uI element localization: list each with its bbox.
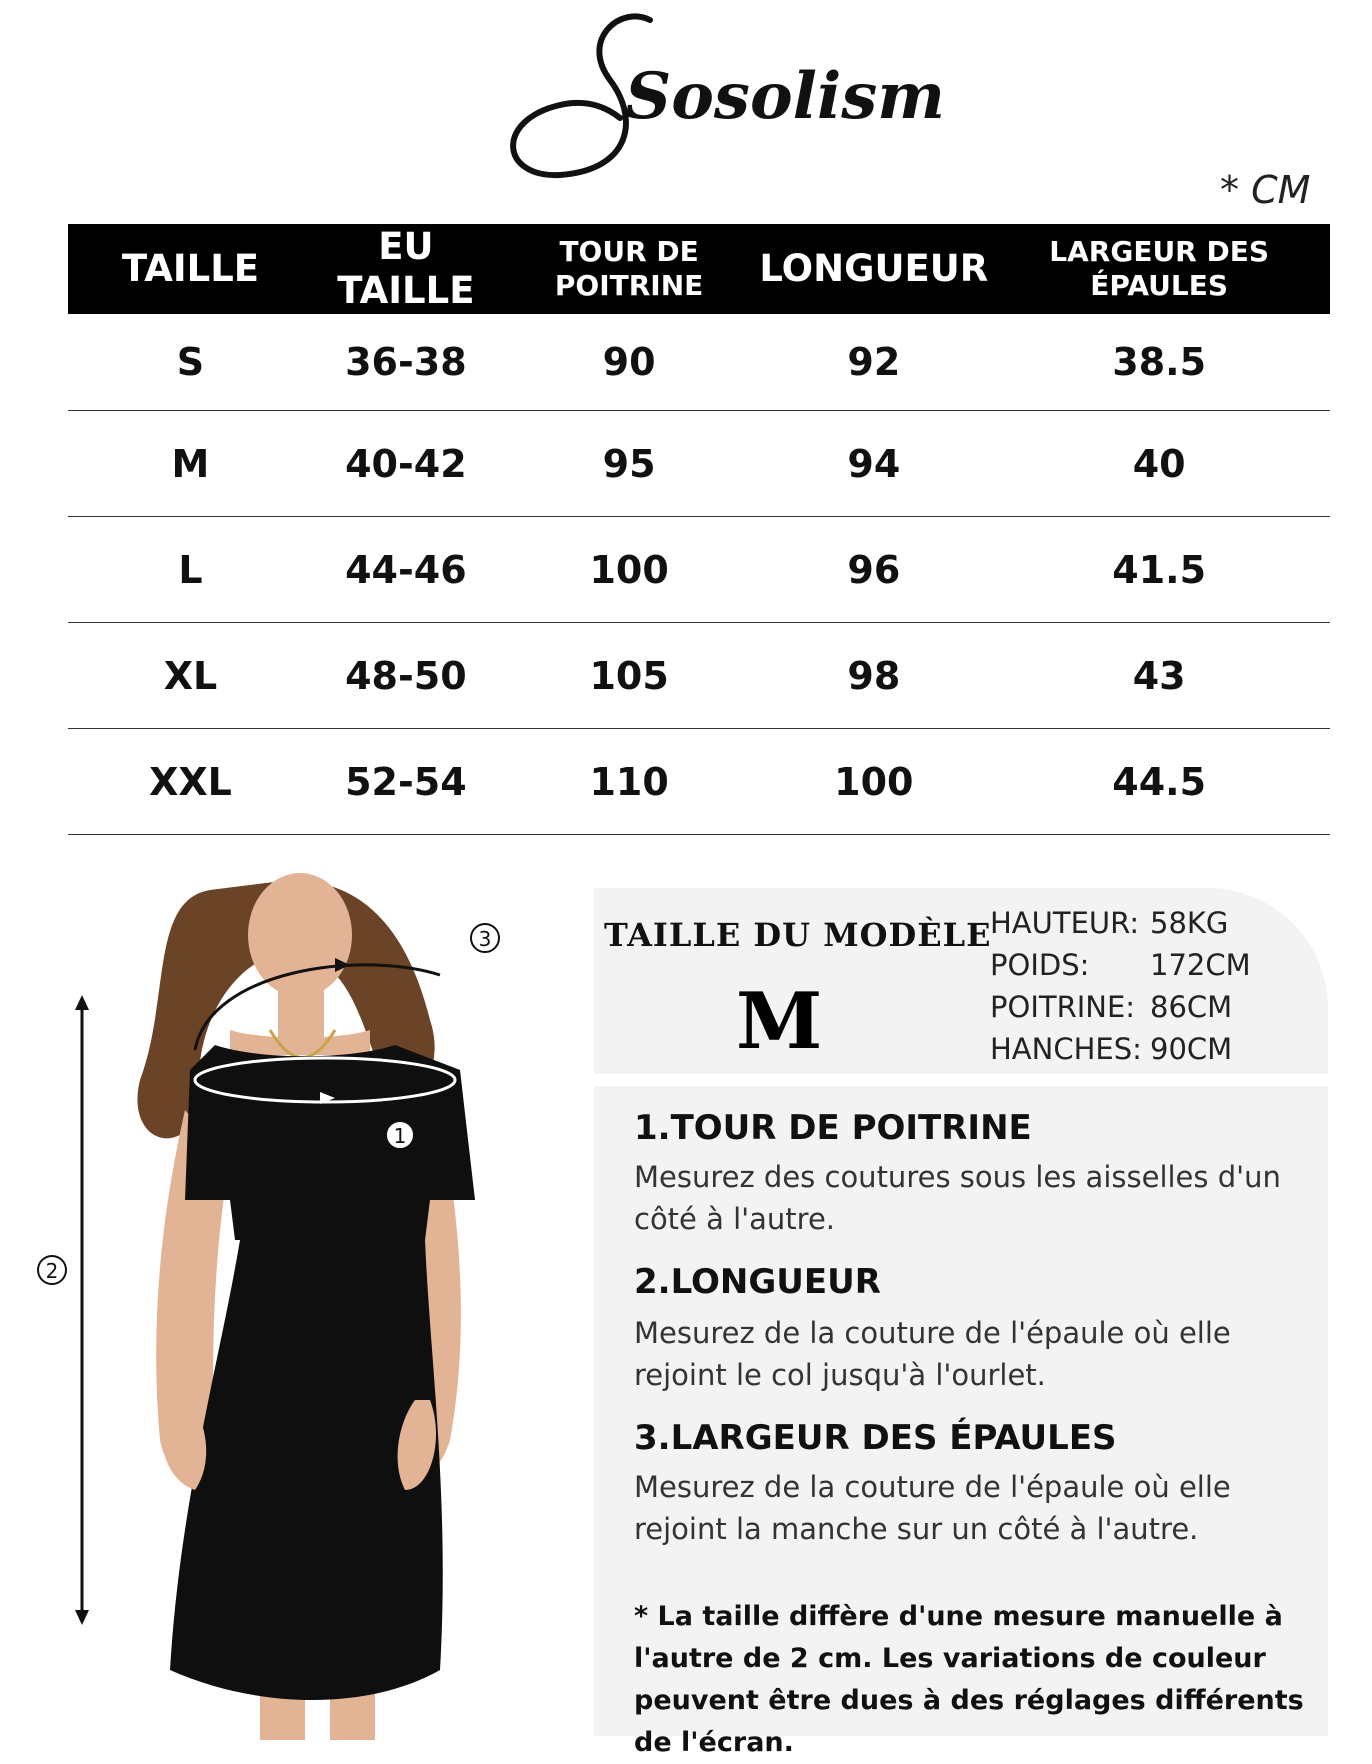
table-cell: M: [68, 411, 313, 517]
table-cell: 105: [499, 623, 760, 729]
note-title-shoulder: 3.LARGEUR DES ÉPAULES: [634, 1418, 1117, 1458]
table-row: [68, 411, 1330, 517]
table-row: [68, 517, 1330, 623]
table-cell: 96: [759, 517, 988, 623]
table-cell: 110: [499, 729, 760, 835]
model-dress-figure: [30, 880, 570, 1740]
table-cell: 90: [499, 314, 760, 411]
table-cell: XXL: [68, 729, 313, 835]
marker-3-label: 3: [478, 927, 492, 951]
table-cell: L: [68, 517, 313, 623]
note-text-shoulder: Mesurez de la couture de l'épaule où elle rejoint la manche sur un côté à l'autre.: [634, 1470, 1231, 1546]
header-longueur: LONGUEUR: [759, 246, 989, 290]
table-cell: 94: [759, 411, 988, 517]
model-face: [248, 873, 352, 997]
stat-row: [990, 1028, 1251, 1070]
table-cell: 41.5: [988, 517, 1330, 623]
stat-label: HANCHES:: [990, 1032, 1142, 1066]
stat-value: 172CM: [1150, 948, 1251, 982]
marker-2-label: 2: [45, 1259, 59, 1283]
header-largeur-des-epaules: LARGEUR DES ÉPAULES: [1049, 235, 1270, 302]
table-row: [68, 729, 1330, 835]
note-text-length: Mesurez de la couture de l'épaule où elle rejoint le col jusqu'à l'ourlet.: [634, 1316, 1231, 1392]
table-cell: 44.5: [988, 729, 1330, 835]
table-cell: 92: [759, 314, 988, 411]
model-title: TAILLE DU MODÈLE: [604, 916, 992, 954]
table-cell: 98: [759, 623, 988, 729]
disclaimer: * La taille diffère d'une mesure manuelle à l'autre de 2 cm. Les variations de couleur peuvent être dues à des réglages différents de l'écran.: [634, 1601, 1304, 1758]
table-cell: 40: [988, 411, 1330, 517]
table-row: [68, 314, 1330, 411]
size-chart-table: [68, 224, 1330, 835]
model-info-card: [594, 888, 1328, 1074]
table-cell: S: [68, 314, 313, 411]
stat-row: [990, 986, 1251, 1028]
table-cell: 48-50: [313, 623, 499, 729]
table-cell: 36-38: [313, 314, 499, 411]
stat-label: POITRINE:: [990, 990, 1136, 1024]
table-cell: 100: [759, 729, 988, 835]
stat-label: POIDS:: [990, 948, 1090, 982]
stat-label: HAUTEUR:: [990, 906, 1140, 940]
table-cell: 38.5: [988, 314, 1330, 411]
note-title-bust: 1.TOUR DE POITRINE: [634, 1108, 1032, 1148]
stat-value: 86CM: [1150, 990, 1233, 1024]
table-header-row: [68, 224, 1330, 314]
table-row: [68, 623, 1330, 729]
stat-value: 58KG: [1150, 906, 1229, 940]
model-size: M: [736, 976, 823, 1067]
note-title-length: 2.LONGUEUR: [634, 1262, 881, 1302]
brand-logo-text: Sosolism: [625, 59, 945, 134]
brand-logo: [500, 0, 945, 200]
table-cell: 52-54: [313, 729, 499, 835]
unit-note: * CM: [1220, 168, 1311, 212]
marker-3: [471, 924, 499, 952]
stat-value: 90CM: [1150, 1032, 1233, 1066]
stat-row: [990, 902, 1251, 944]
table-cell: 100: [499, 517, 760, 623]
table-cell: 44-46: [313, 517, 499, 623]
note-text-bust: Mesurez des coutures sous les aisselles d'un côté à l'autre.: [634, 1160, 1281, 1236]
model-stats: [990, 902, 1251, 1070]
marker-1: [386, 1121, 414, 1149]
measurement-notes-panel: [594, 1086, 1328, 1758]
table-cell: XL: [68, 623, 313, 729]
marker-2: [38, 1256, 66, 1284]
header-tour-de-poitrine: TOUR DE POITRINE: [554, 235, 704, 302]
table-cell: 40-42: [313, 411, 499, 517]
stat-row: [990, 944, 1251, 986]
header-eu-taille: EU TAILLE: [337, 224, 475, 312]
table-cell: 95: [499, 411, 760, 517]
header-taille: TAILLE: [121, 246, 260, 290]
table-cell: 43: [988, 623, 1330, 729]
marker-1-label: 1: [393, 1124, 407, 1148]
